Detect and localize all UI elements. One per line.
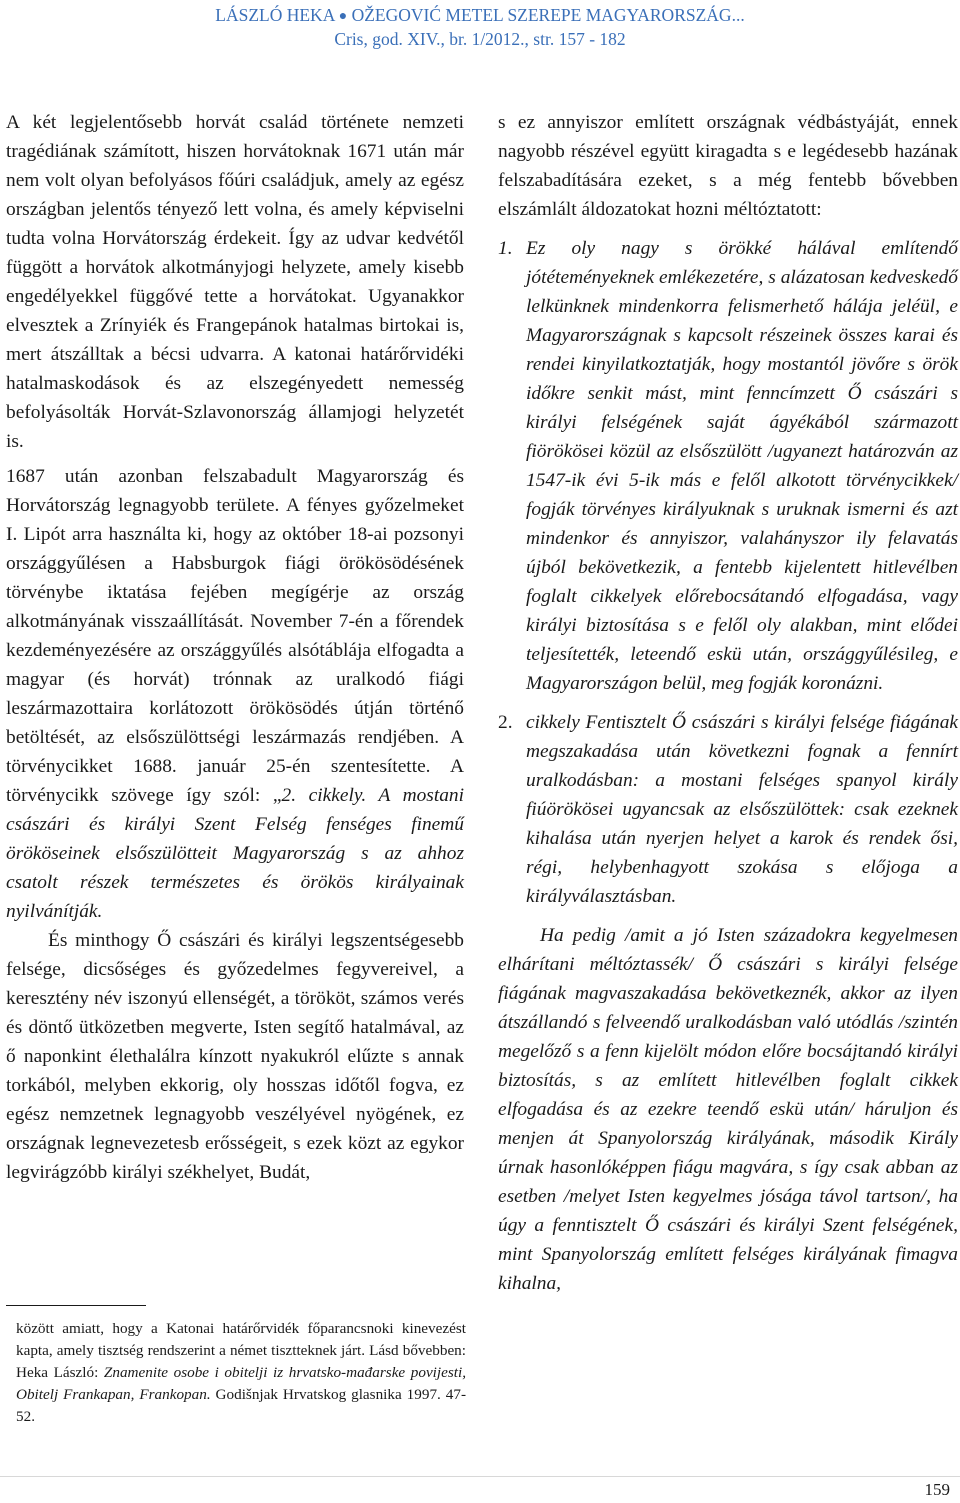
list-item-number: 2. [498, 712, 513, 733]
left-column [6, 108, 464, 1187]
right-column [498, 108, 958, 1298]
right-paragraph-last: Ha pedig /amit a jó Isten századokra kegyelmesen elhárítani méltóztassék/ Ő császári s királyi felsége fiágának magvaszakadása bekövetkeznék, akkor az ilyen átszállandó s felveendő uralkodásban való utódlás /szintén megelőző s a fenn kijelölt módon előre bocsájtandó királyi biztosítás, s az említett hitlevélben foglalt cikkek elfogadása és az ezekre teendő eskü után/ háruljon és menjen át Spanyolország királyának, második Király úrnak hasonlóképpen fiágu magvára, s így csak abban az esetben /melyet Isten kegyelmes jósága távol tartson/, ha úgy a fenntisztelt Ő császári és királyi Szent felségének, mint Spanyolország említett felséges királyának fimagva kihalna, [498, 925, 958, 1294]
left-paragraph-2 [6, 462, 464, 926]
footnote-text-b: Godišnjak Hrvatskog glasnika 1997. 47-52. [16, 1386, 467, 1425]
right-paragraph-1: s ez annyiszor említett országnak védbástyáját, ennek nagyobb részével együtt kiragadta s e legédesebb hazának felszabadítására ezeket, s a még fentebb bővebben elszámlált áldozatokat hozni méltóztatott: [498, 112, 958, 220]
left-paragraph-1: A két legjelentősebb horvát család története nemzeti tragédiának számított, hiszen horvátoknak 1671 után már nem volt olyan befolyásos főúri családjuk, amely az egész országban jelentős tényező lett volna, és amely képviselni tudta volna Horvátország érdekeit. Így az udvar kedvétől függött a horvátok alkotmányjogi helyzete, amely kisebb engedélyekkel függővé tette a horvátokat. Ugyanakkor elvesztek a Zrínyiék és Frangepánok hatalmas birtokai is, mert átszálltak a bécsi udvarra. A katonai határőrvidéki hatalmaskodások és az elszegényedett nemesség befolyásolták Horvát-Szlavonország államjogi helyzetét is. [6, 112, 464, 452]
footnote [6, 1318, 466, 1428]
left-paragraph-2-quote: 2. cikkely. A mostani császári és királyi Szent Felség fenséges finemű örököseinek elsőszülötteit Magyarország s az ahhoz csatolt részek természetes és örökös királyainak nyilvánítják. [6, 785, 464, 922]
header-title: OŽEGOVIĆ METEL SZEREPE MAGYARORSZÁG... [351, 5, 745, 25]
list-item [498, 234, 958, 698]
page-number: 159 [924, 1480, 950, 1499]
left-paragraph-2-text: 1687 után azonban felszabadult Magyarország és Horvátország legnagyobb területe. A fényes győzelmeket I. Lipót arra használta ki, hogy az október 18-ai pozsonyi országgyűlésen a Habsburgok fiági örökösödésének törvénybe iktatása fejében megígérje az ország alkotmányának visszaállítását. November 7-én a főrendek kezdeményezésére az országgyűlés alsótáblája elfogadta a magyar (és horvát) trónnak az uralkodó fiági leszármazottaira korlátozott örökösödés útján történő betöltését, az elsőszülöttségi leszármazás rendjében. A törvénycikket 1688. január 25-én szentesítette. A törvénycikk szövege így szól: „ [6, 466, 464, 806]
page-bottom-divider [0, 1476, 960, 1477]
list-item-number: 1. [498, 238, 513, 259]
header-citation: Cris, god. XIV., br. 1/2012., str. 157 - 182 [334, 29, 626, 49]
header-authors: LÁSZLÓ HEKA [215, 5, 335, 25]
header-title-line [0, 4, 960, 28]
list-item-text: cikkely Fentisztelt Ő császári s királyi felsége fiágának megszakadása után következni fognak a fennírt uralkodásban: a mostani felséges spanyol király fiúörökösei ugyancsak az elsőszülöttek: csak ezeknek kihalása után nyerjen helyet a karok és rendek ősi, régi, helybenhagyott szokása s előjoga a királyválasztásban. [526, 712, 958, 907]
list-item-text: Ez oly nagy s örökké hálával említendő jótéteményeknek emlékezetére, s alázatosan kedveskedő lelkünknek mindenkorra felismerhető hálája jeléül, e Magyarországnak s kapcsolt részeinek összes karai és rendei kinyilatkoztatják, hogy mostantól jövőre s örök időkre senkit mást, mint fenncímzett Ő császári s királyi felségének saját ágyékából származott fiörökösei közül az elsőszülött /ugyanezt határozván az 1547-ik évi 5-ik más e felől alkotott törvénycikkek/ fogják törvényes királyuknak s uruknak ismerni és azt mindenkor és annyiszor, valahányszor ily felavatás újból bekövetkezik, a fentebb kijelentett hitlevélben foglalt cikkelyek előrebocsátandó elfogadása, vagy királyi biztosítása s e felől oly alakban, mint elődei teljesítették, leteendő eskü után, országgyűlésileg, e Magyarországon belül, meg fogják koronázni. [526, 238, 958, 694]
footnote-text-italic: Znamenite osobe i obitelji iz hrvatsko-mađarske povijesti, Obitelj Frankapan, Frankopan. [16, 1364, 467, 1403]
footnote-divider [6, 1305, 146, 1306]
running-header [0, 4, 960, 51]
footnote-text-a: között amiatt, hogy a Katonai határőrvidék főparancsnoki kinevezést kapta, amely tisztség rendszerint a német tisztteknek járt. Lásd bővebben: Heka László: [16, 1320, 466, 1381]
bullet-separator-icon: ● [338, 9, 348, 24]
law-articles-list [498, 234, 958, 911]
left-paragraph-3: És minthogy Ő császári és királyi legszentségesebb felsége, dicsőséges és győzedelmes fegyvereivel, a keresztény név iszonyú ellenségét, a törököt, számos verés és döntő ütközetben megverte, Isten segítő hatalmával, az ő naponkint élethalálra kínzott nyakukról elűzte s annak torkából, melyben ekkorig, oly hosszas időtől fogva, ez egész nemzetnek legnagyobb veszélyével nyögének, ez országnak legnevezetesb erősségeit, s ezek közt az egykor legvirágzóbb királyi székhelyet, Budát, [6, 930, 464, 1183]
list-item [498, 708, 958, 911]
